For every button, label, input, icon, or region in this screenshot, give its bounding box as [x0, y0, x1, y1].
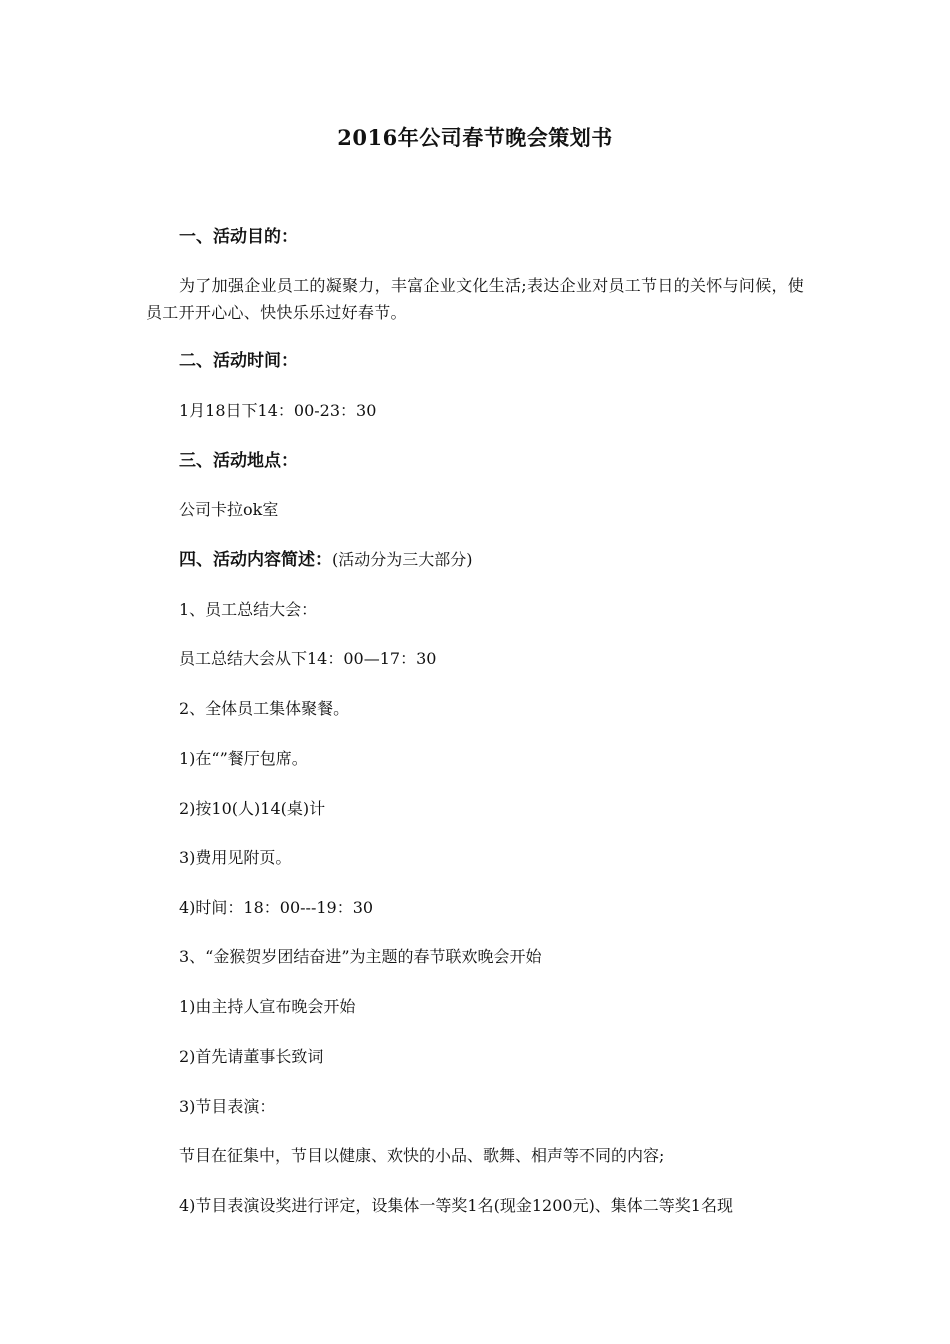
purpose-paragraph: 为了加强企业员工的凝聚力，丰富企业文化生活;表达企业对员工节日的关怀与问候，使员工开开心心、快快乐乐过好春节。	[146, 276, 805, 322]
list-item: 3)节目表演：	[179, 1097, 276, 1116]
time-text: 1月18日下14：00-23：30	[179, 401, 377, 420]
section-heading-content	[179, 549, 473, 571]
section-heading-purpose: 一、活动目的：	[179, 227, 298, 247]
list-item: 2)按10(人)14(桌)计	[179, 799, 326, 818]
list-item: 3)费用见附页。	[179, 848, 292, 867]
section-heading-time: 二、活动时间：	[179, 351, 298, 371]
content-heading-label: 四、活动内容简述：	[179, 550, 332, 570]
list-item: 4)时间：18：00---19：30	[179, 898, 374, 917]
section-heading-place: 三、活动地点：	[179, 451, 298, 471]
place-text: 公司卡拉ok室	[179, 500, 279, 519]
list-item: 3、“金猴贺岁团结奋进”为主题的春节联欢晚会开始	[179, 947, 542, 966]
content-heading-note: (活动分为三大部分)	[332, 550, 473, 569]
list-item: 1)由主持人宣布晚会开始	[179, 997, 356, 1016]
list-item: 1)在“”餐厅包席。	[179, 749, 308, 768]
list-item: 2、全体员工集体聚餐。	[179, 699, 350, 718]
list-item: 员工总结大会从下14：00—17：30	[179, 649, 437, 668]
list-item: 节目在征集中，节目以健康、欢快的小品、歌舞、相声等不同的内容;	[179, 1146, 665, 1165]
list-item: 2)首先请董事长致词	[179, 1047, 324, 1066]
list-item: 4)节目表演设奖进行评定，设集体一等奖1名(现金1200元)、集体二等奖1名现	[179, 1196, 733, 1215]
list-item: 1、员工总结大会：	[179, 600, 318, 619]
document-title: 2016年公司春节晚会策划书	[337, 125, 613, 150]
